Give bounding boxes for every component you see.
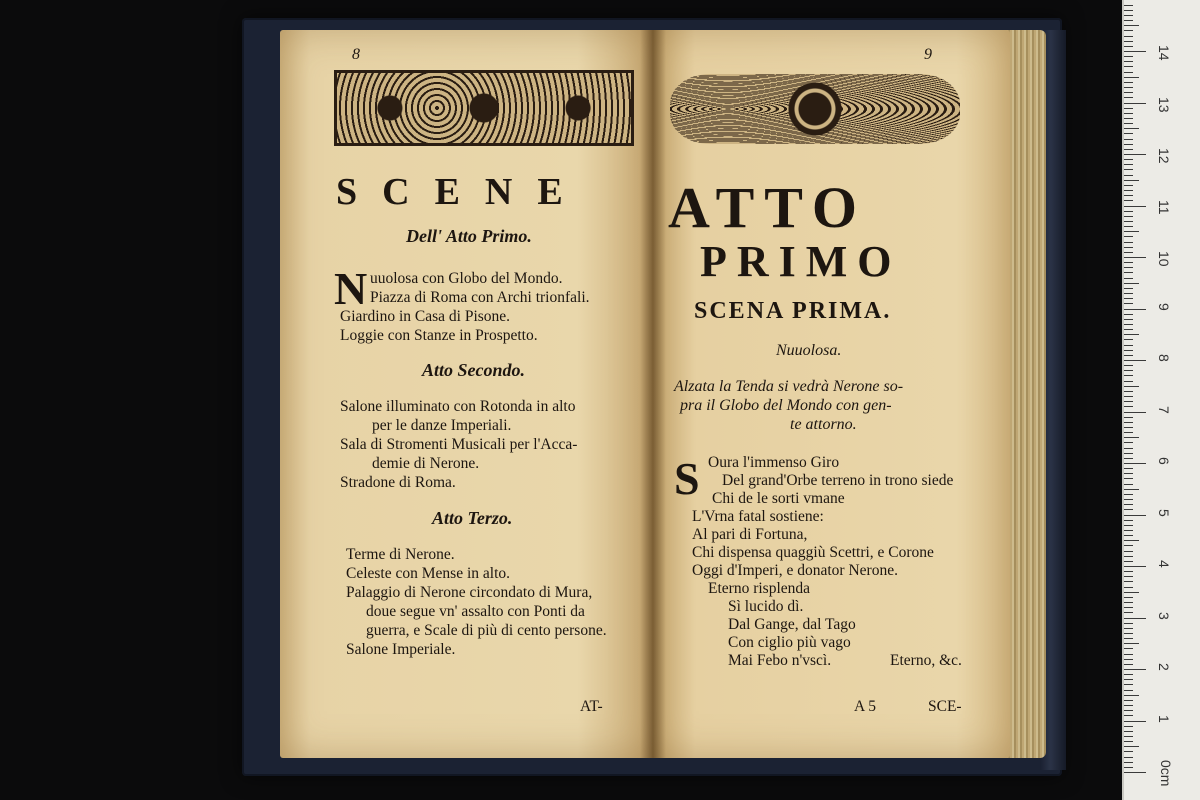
ruler-tick [1124, 602, 1133, 603]
ruler-tick [1124, 123, 1133, 124]
ruler-tick [1124, 592, 1139, 593]
ruler-tick [1124, 628, 1133, 629]
act3-line: Salone Imperiale. [346, 641, 456, 658]
ruler-tick [1124, 520, 1133, 521]
ruler-tick [1124, 66, 1133, 67]
verse-line: Chi dispensa quaggiù Scettri, e Corone [692, 544, 934, 561]
ruler-tick [1124, 200, 1133, 201]
ruler-tick [1124, 324, 1133, 325]
ruler-tick [1124, 216, 1133, 217]
ruler-tick [1124, 221, 1133, 222]
verse-line: L'Vrna fatal sostiene: [692, 508, 824, 525]
act2-heading: Atto Secondo. [422, 360, 526, 380]
ruler-tick [1124, 381, 1133, 382]
ruler-tick [1124, 169, 1133, 170]
ruler-tick [1124, 252, 1133, 253]
ruler-tick [1124, 56, 1133, 57]
ruler-tick [1124, 97, 1133, 98]
ruler-tick [1124, 108, 1133, 109]
ruler-tick [1124, 51, 1146, 52]
ruler-tick [1124, 504, 1133, 505]
ruler-tick [1124, 211, 1133, 212]
ruler-tick [1124, 551, 1133, 552]
ruler-tick [1124, 82, 1133, 83]
measuring-ruler [1122, 0, 1200, 800]
ruler-tick [1124, 319, 1133, 320]
ruler-tick [1124, 741, 1133, 742]
act3-heading: Atto Terzo. [432, 508, 513, 528]
ruler-tick [1124, 175, 1133, 176]
ruler-tick [1124, 314, 1133, 315]
ruler-tick [1124, 757, 1133, 758]
ruler-tick [1124, 412, 1146, 413]
verse-line: Dal Gange, dal Tago [728, 616, 856, 633]
ruler-tick [1124, 283, 1139, 284]
ruler-tick [1124, 36, 1133, 37]
ruler-tick [1124, 149, 1133, 150]
left-catchword: AT- [580, 698, 603, 715]
right-dropcap: S [674, 453, 700, 504]
ruler-number: 13 [1156, 96, 1172, 113]
ruler-unit-label: 0cm [1158, 760, 1174, 787]
ruler-tick [1124, 226, 1133, 227]
ruler-tick [1124, 576, 1133, 577]
ruler-tick [1124, 139, 1133, 140]
scene-heading: SCENA PRIMA. [694, 298, 892, 324]
ruler-tick [1124, 767, 1133, 768]
act2-line: per le danze Imperiali. [372, 417, 512, 434]
ruler-tick [1124, 540, 1139, 541]
ruler-tick [1124, 103, 1146, 104]
ruler-tick [1124, 556, 1133, 557]
ruler-tick [1124, 190, 1133, 191]
ruler-tick [1124, 561, 1133, 562]
ruler-tick [1124, 257, 1146, 258]
ruler-tick [1124, 370, 1133, 371]
ruler-tick [1124, 360, 1146, 361]
ruler-tick [1124, 5, 1133, 6]
ruler-tick [1124, 499, 1133, 500]
ruler-tick [1124, 448, 1133, 449]
ruler-tick [1124, 690, 1133, 691]
ruler-number: 11 [1156, 199, 1172, 215]
ruler-tick [1124, 623, 1133, 624]
ruler-tick [1124, 715, 1133, 716]
right-page [652, 30, 1010, 758]
ruler-tick [1124, 489, 1139, 490]
ruler-number: 2 [1156, 663, 1172, 671]
ruler-tick [1124, 581, 1133, 582]
ruler-tick [1124, 638, 1133, 639]
ruler-tick [1124, 272, 1133, 273]
ruler-number: 7 [1156, 405, 1172, 414]
ruler-tick [1124, 375, 1133, 376]
ruler-tick [1124, 545, 1133, 546]
verse-line: Con ciglio più vago [728, 634, 851, 651]
ruler-tick [1124, 185, 1133, 186]
ruler-tick [1124, 525, 1133, 526]
ruler-tick [1124, 288, 1133, 289]
act2-line: Sala di Stromenti Musicali per l'Acca- [340, 436, 578, 453]
ruler-tick [1124, 695, 1139, 696]
act3-line: Celeste con Mense in alto. [346, 565, 510, 582]
ruler-tick [1124, 267, 1133, 268]
ruler-tick [1124, 180, 1139, 181]
ruler-tick [1124, 648, 1133, 649]
ruler-tick [1124, 72, 1133, 73]
ruler-tick [1124, 597, 1133, 598]
ruler-tick [1124, 164, 1133, 165]
ruler-number: 3 [1156, 611, 1172, 620]
ruler-number: 6 [1156, 457, 1172, 465]
ruler-number: 10 [1156, 251, 1172, 267]
ruler-tick [1124, 10, 1133, 11]
stage-direction: pra il Globo del Mondo con gen- [680, 397, 892, 414]
ruler-tick [1124, 664, 1133, 665]
verse-line: Chi de le sorti vmane [712, 490, 845, 507]
ruler-tick [1124, 206, 1146, 207]
ruler-tick [1124, 303, 1133, 304]
ruler-tick [1124, 30, 1133, 31]
ruler-tick [1124, 231, 1139, 232]
ruler-tick [1124, 618, 1146, 619]
ruler-tick [1124, 144, 1133, 145]
ruler-tick [1124, 113, 1133, 114]
ruler-tick [1124, 61, 1133, 62]
ruler-tick [1124, 643, 1139, 644]
ruler-tick [1124, 468, 1133, 469]
ruler-tick [1124, 427, 1133, 428]
ruler-tick [1124, 746, 1139, 747]
ruler-tick [1124, 432, 1133, 433]
refrain-line: Eterno, &c. [890, 652, 962, 669]
ruler-tick [1124, 705, 1133, 706]
act1-line: Loggie con Stanze in Prospetto. [340, 327, 538, 344]
scene-title: SCENE [336, 171, 588, 213]
ruler-tick [1124, 422, 1133, 423]
ruler-tick [1124, 278, 1133, 279]
ruler-number: 4 [1156, 560, 1172, 568]
right-page-number: 9 [924, 46, 932, 63]
ruler-tick [1124, 654, 1133, 655]
ruler-tick [1124, 509, 1133, 510]
left-dropcap: N [334, 263, 368, 314]
ruler-tick [1124, 674, 1133, 675]
ruler-tick [1124, 437, 1139, 438]
ruler-tick [1124, 309, 1146, 310]
ruler-tick [1124, 339, 1133, 340]
ruler-tick [1124, 154, 1146, 155]
ruler-tick [1124, 92, 1133, 93]
ruler-tick [1124, 355, 1133, 356]
ruler-tick [1124, 298, 1133, 299]
ruler-tick [1124, 15, 1133, 16]
act2-line: Salone illuminato con Rotonda in alto [340, 398, 576, 415]
ruler-tick [1124, 396, 1133, 397]
ruler-tick [1124, 334, 1139, 335]
ruler-tick [1124, 262, 1133, 263]
ruler-tick [1124, 762, 1133, 763]
act1-line: Giardino in Casa di Pisone. [340, 308, 511, 325]
ruler-tick [1124, 494, 1133, 495]
scene-setting: Nuuolosa. [776, 342, 842, 359]
book-gutter [640, 30, 666, 758]
ruler-tick [1124, 391, 1133, 392]
ruler-tick [1124, 684, 1133, 685]
ruler-number: 5 [1156, 508, 1172, 517]
ruler-tick [1124, 406, 1133, 407]
ruler-tick [1124, 87, 1133, 88]
ruler-tick [1124, 731, 1133, 732]
ruler-tick [1124, 41, 1133, 42]
stage-direction: te attorno. [790, 416, 857, 433]
act3-line: Palaggio di Nerone circondato di Mura, [346, 584, 593, 601]
ruler-tick [1124, 133, 1133, 134]
ruler-tick [1124, 46, 1133, 47]
verse-line: Sì lucido dì. [728, 598, 804, 615]
act1-line: Piazza di Roma con Archi trionfali. [370, 289, 590, 306]
ruler-tick [1124, 128, 1139, 129]
signature-mark: A 5 [854, 698, 876, 715]
act-number-title: PRIMO [700, 237, 902, 286]
act1-heading: Dell' Atto Primo. [406, 226, 532, 246]
ruler-tick [1124, 515, 1146, 516]
act2-line: Stradone di Roma. [340, 474, 456, 491]
ruler-tick [1124, 679, 1133, 680]
ruler-number: 14 [1156, 45, 1172, 61]
act3-line: doue segue vn' assalto con Ponti da [366, 603, 585, 620]
ruler-tick [1124, 587, 1133, 588]
ruler-number: 9 [1156, 302, 1172, 311]
ruler-tick [1124, 442, 1133, 443]
ruler-tick [1124, 242, 1133, 243]
ruler-tick [1124, 463, 1146, 464]
ruler-tick [1124, 25, 1139, 26]
ruler-tick [1124, 401, 1133, 402]
ruler-tick [1124, 726, 1133, 727]
ruler-tick [1124, 386, 1139, 387]
left-ornament-icon [334, 70, 634, 146]
ruler-tick [1124, 612, 1133, 613]
ruler-tick [1124, 669, 1146, 670]
ruler-tick [1124, 700, 1133, 701]
ruler-tick [1124, 736, 1133, 737]
verse-line: Oura l'immenso Giro [708, 454, 840, 471]
ruler-tick [1124, 195, 1133, 196]
ruler-number: 8 [1156, 354, 1172, 362]
ruler-tick [1124, 571, 1133, 572]
ruler-tick [1124, 633, 1133, 634]
stage-direction: Alzata la Tenda si vedrà Nerone so- [674, 378, 904, 395]
ruler-tick [1124, 607, 1133, 608]
ruler-tick [1124, 478, 1133, 479]
left-page-number: 8 [352, 46, 360, 63]
act2-line: demie di Nerone. [372, 455, 480, 472]
act3-line: Terme di Nerone. [346, 546, 455, 563]
ruler-tick [1124, 659, 1133, 660]
verse-line: Del grand'Orbe terreno in trono siede [722, 472, 954, 489]
ruler-tick [1124, 20, 1133, 21]
verse-line: Al pari di Fortuna, [692, 526, 808, 543]
ruler-number: 1 [1156, 714, 1172, 723]
ruler-tick [1124, 118, 1133, 119]
ruler-tick [1124, 247, 1133, 248]
ruler-tick [1124, 535, 1133, 536]
ruler-tick [1124, 751, 1133, 752]
ruler-tick [1124, 345, 1133, 346]
ruler-tick [1124, 710, 1133, 711]
left-page [280, 30, 652, 758]
ruler-tick [1124, 293, 1133, 294]
ruler-tick [1124, 530, 1133, 531]
ruler-tick [1124, 159, 1133, 160]
act-title: ATTO [668, 175, 868, 240]
ruler-tick [1124, 458, 1133, 459]
act3-line: guerra, e Scale di più di cento persone. [366, 622, 607, 639]
ruler-tick [1124, 350, 1133, 351]
ruler-tick [1124, 721, 1146, 722]
ruler-tick [1124, 484, 1133, 485]
act1-line: uuolosa con Globo del Mondo. [370, 270, 563, 287]
ruler-tick [1124, 473, 1133, 474]
ruler-tick [1124, 77, 1139, 78]
right-ornament-icon [670, 74, 960, 144]
ruler-tick [1124, 417, 1133, 418]
ruler-tick [1124, 329, 1133, 330]
verse-line: Eterno risplenda [708, 580, 811, 597]
ruler-tick [1124, 453, 1133, 454]
ruler-tick [1124, 772, 1146, 773]
ruler-number: 12 [1156, 148, 1172, 164]
ruler-tick [1124, 566, 1146, 567]
verse-line: Mai Febo n'vscì. [728, 652, 832, 669]
verse-line: Oggi d'Imperi, e donator Nerone. [692, 562, 898, 579]
ruler-tick [1124, 365, 1133, 366]
right-catchword: SCE- [928, 698, 962, 715]
ruler-tick [1124, 236, 1133, 237]
